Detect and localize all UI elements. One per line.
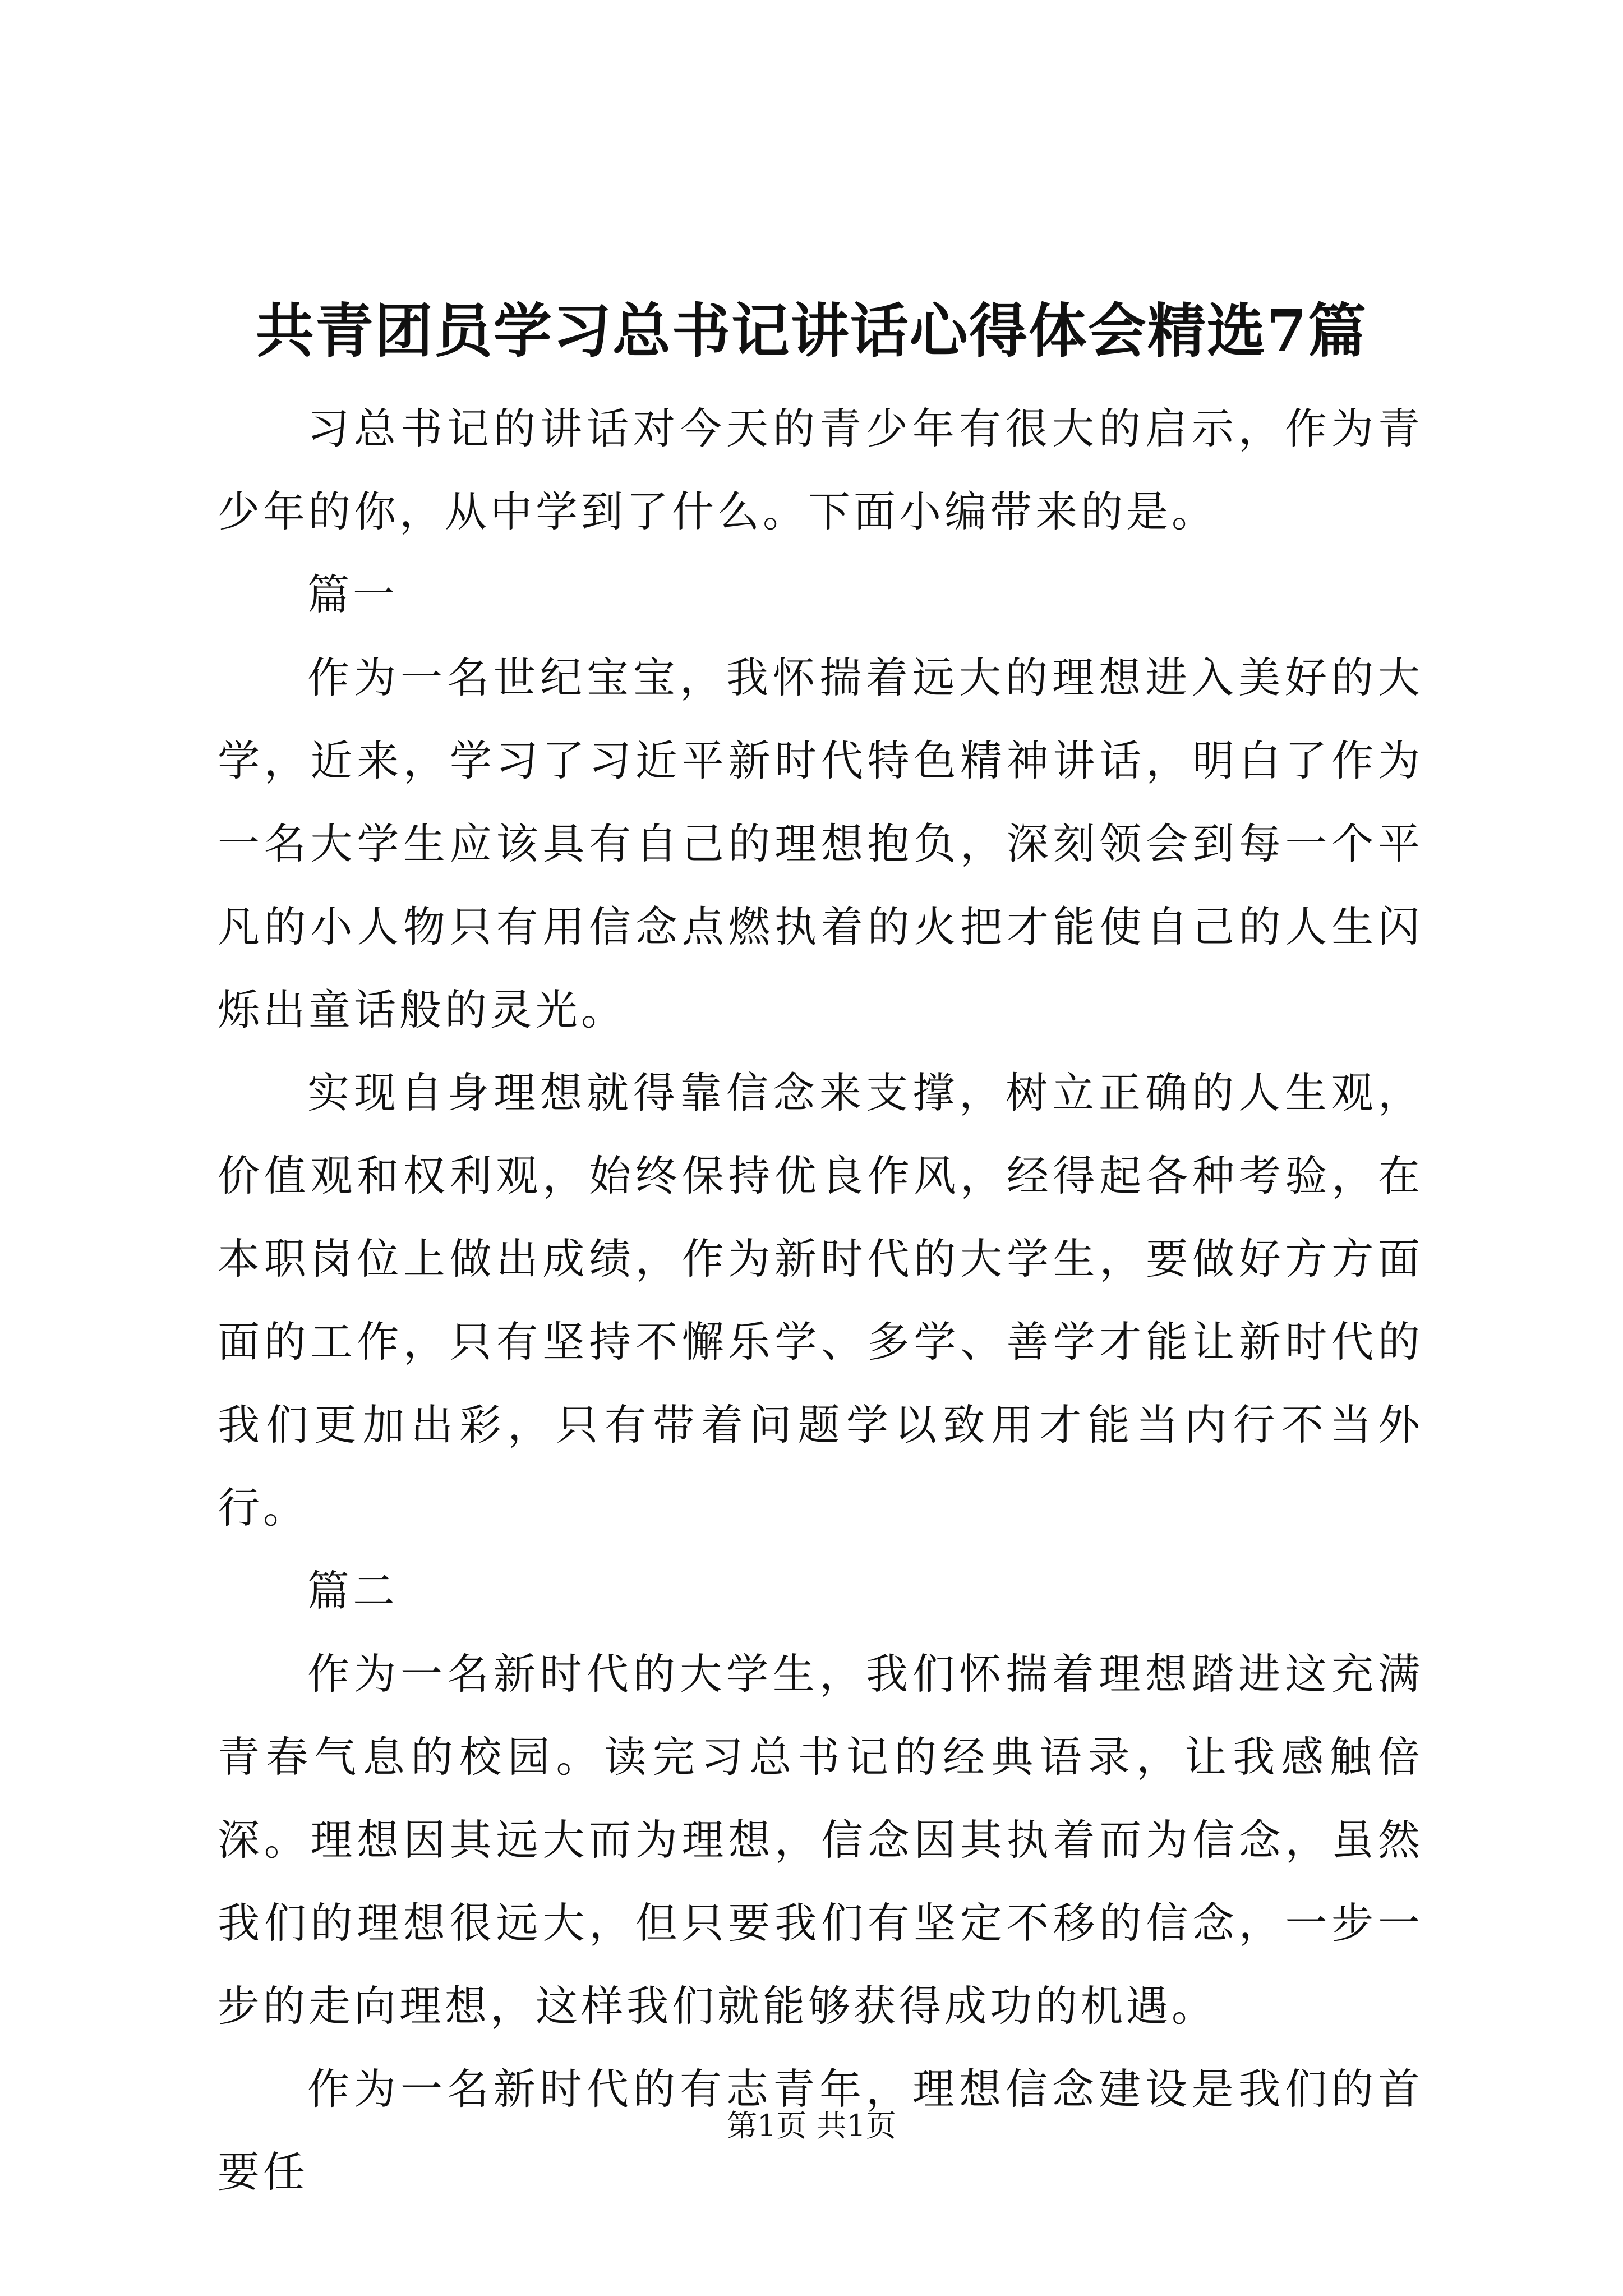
section-heading-1: 篇一 xyxy=(307,570,399,619)
body-paragraph: 实现自身理想就得靠信念来支撑，树立正确的人生观，价值观和权利观，始终保持优良作风，经得起各种考验，在本职岗位上做出成绩，作为新时代的大学生，要做好方方面面的工作，只有坚持不懈乐学、多学、善学才能让新时代的我们更加出彩，只有带着问题学以致用才能当内行不当外行。 xyxy=(218,1068,1423,1533)
document-title: 共青团员学习总书记讲话心得体会精选7篇 xyxy=(255,296,1368,365)
body-paragraph: 作为一名新时代的有志青年，理想信念建设是我们的首要任 xyxy=(218,2064,1423,2197)
page-footer: 第1页 共1页 xyxy=(727,2108,896,2143)
section-heading-2: 篇二 xyxy=(307,1566,399,1616)
body-paragraph: 作为一名新时代的大学生，我们怀揣着理想踏进这充满青春气息的校园。读完习总书记的经典语录，让我感触倍深。理想因其远大而为理想，信念因其执着而为信念，虽然我们的理想很远大，但只要我们有坚定不移的信念，一步一步的走向理想，这样我们就能够获得成功的机遇。 xyxy=(218,1649,1423,2031)
body-paragraph: 作为一名世纪宝宝，我怀揣着远大的理想进入美好的大学，近来，学习了习近平新时代特色精神讲话，明白了作为一名大学生应该具有自己的理想抱负，深刻领会到每一个平凡的小人物只有用信念点燃执着的火把才能使自己的人生闪烁出童话般的灵光。 xyxy=(218,653,1423,1034)
intro-paragraph: 习总书记的讲话对今天的青少年有很大的启示，作为青少年的你，从中学到了什么。下面小编带来的是。 xyxy=(218,404,1423,536)
document-body xyxy=(218,387,1423,2214)
